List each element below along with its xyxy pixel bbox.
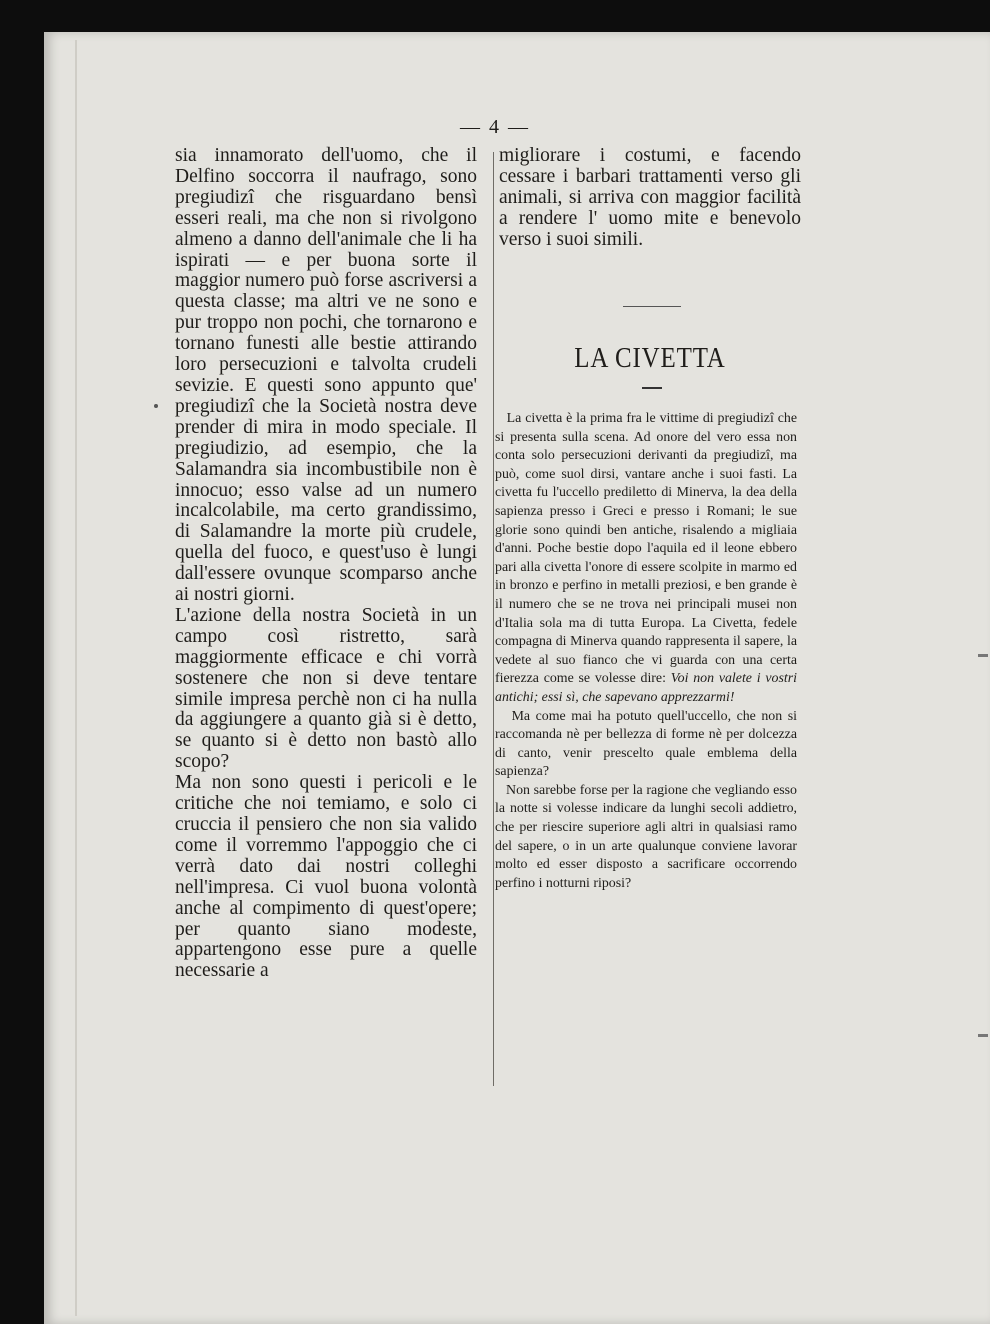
article-paragraph [495,410,797,708]
right-column-top [499,146,801,251]
section-separator [623,306,681,307]
left-column-text: sia innamorato dell'uomo, che il Delfino soccorra il naufrago, sono pregiudizî che risguardano bensì esseri reali, ma che non si rivolgono almeno a danno dell'animale che li ha ispirati — e per buona sorte il maggior numero può forse ascriversi a questa classe; ma altri ve ne sono e pur troppo non pochi, che tornarono e tornano funesti alle bestie attirando loro persecuzioni e talvolta crudeli sevizie. E questi sono appunto que' pregiudizî che la Società nostra deve prender di mira in modo speciale. Il pregiudizio, ad esempio, che la Salamandra sia incombustibile non è innocuo; esso valse ad un numero incalcolabile, ma certo grandissimo, di Salamandre la morte più crudele, quella del fuoco, e quest'uso è lungi dall'essere ovunque scomparso anche ai nostri giorni. L'azione della nostra Società in un campo così ristretto, sarà maggiormente efficace e chi vorrà sostenere che non si deve tentare simile impresa perchè non ci ha nulla da aggiungere a quanto già si è detto, se quanto si è detto non bastò allo scopo? Ma non sono questi i pericoli e le critiche che noi temiamo, e solo ci cruccia il pensiero che non sia valido come il vorremmo l'appoggio che ci verrà dato dai nostri colleghi nell'impresa. Ci vuol buona volontà anche al compimento di quest'opere; per quanto siano modeste, appartengono esse pure a quelle necessarie a [175,145,477,982]
margin-mark [978,1034,988,1037]
article-paragraph-text: Ma come mai ha potuto quell'uccello, che non si raccomanda nè per bellezza di forme nè per dolcezza di canto, venir prescelto quale emblema della sapienza? [495,708,797,780]
section-title: LA CIVETTA [574,342,726,374]
article-paragraph [495,782,797,894]
article-paragraph [495,708,797,782]
column-divider [493,152,494,1086]
article-paragraph-text: Non sarebbe forse per la ragione che vegliando esso la notte si volesse indicare da lunghi secoli addietro, che per riescire superiore agli altri in qualsiasi ramo del sapere, o in un arte qualunque conviene lavorar molto ed esser disposto a sacrificare occorrendo perfino i notturni riposi? [495,782,797,891]
owl-quote: Voi non valete i vostri antichi; essi sì, che sapevano apprezzarmi! [495,671,797,705]
article-paragraph-text: La civetta è la prima fra le vittime di pregiudizî che si presenta sulla scena. Ad onore del vero essa non conta solo persecuzioni derivanti da pregiudizî, ma può, come suol dirsi, vantare anche i suoi fasti. La civetta fu l'uccello prediletto di Minerva, la dea della sapienza presso i Greci e presso i Romani; le sue glorie sono quindi ben antiche, risalendo a migliaia d'anni. Poche bestie dopo l'aquila ed il leone ebbero pari alla civetta l'onore di essere scolpite in marmo ed in bronzo e perfino in metalli preziosi, e ben grande è il numero che se ne trova nei principali musei non d'Italia sola ma di tutta Europa. La Civetta, fedele compagna di Minerva quando rappresenta il sapere, la vedete al suo fianco che vi guarda con una certa fierezza come se volesse dire: [495,411,797,687]
continuation-text: migliorare i costumi, e facendo cessare i barbari trattamenti verso gli animali, si arriva con maggior facilità a rendere l' uomo mite e benevolo verso i suoi simili. [499,145,801,250]
page-number: — 4 — [460,116,530,138]
margin-mark [978,654,988,657]
title-underline [642,387,662,389]
page-fold-line [75,40,77,1316]
left-column [175,146,477,982]
ink-speck [154,404,158,408]
article-column [495,410,797,893]
